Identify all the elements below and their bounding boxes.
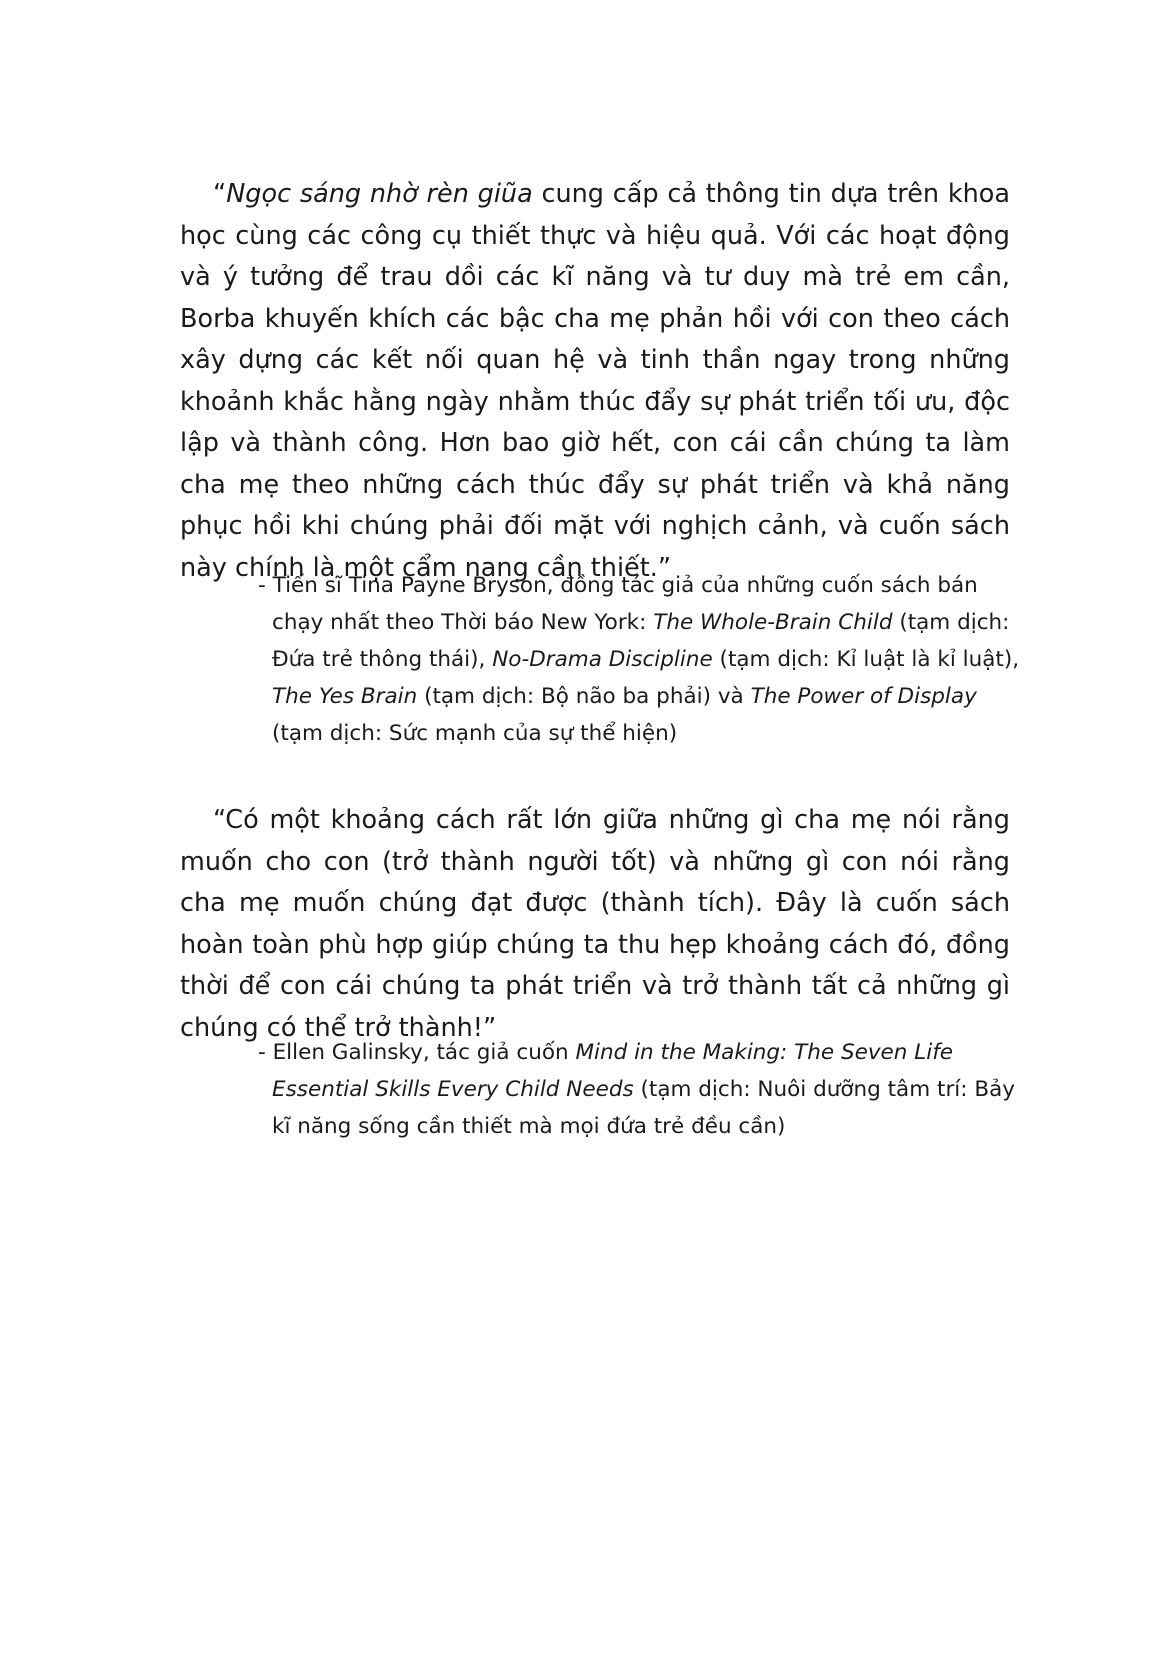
cited-translation: (tạm dịch: Nuôi dưỡng tâm trí: Bảy kĩ năng sống cần thiết mà mọi đứa trẻ đều cần) (272, 1077, 1015, 1139)
attribution-2 (258, 1034, 1024, 1145)
book-title: Ngọc sáng nhờ rèn giũa (226, 179, 533, 209)
cited-title: No-Drama Discipline (492, 647, 713, 672)
quote-body: cung cấp cả thông tin dựa trên khoa học cùng các công cụ thiết thực và hiệu quả. Với các hoạt động và ý tưởng để trau dồi các kĩ năng và tư duy mà trẻ em cần, Borba khuyến khích các bậc cha mẹ phản hồi với con theo cách xây dựng các kết nối quan hệ và tinh thần ngay trong những khoảnh khắc hằng ngày nhằm thúc đẩy sự phát triển tối ưu, độc lập và thành công. Hơn bao giờ hết, con cái cần chúng ta làm cha mẹ theo những cách thúc đẩy sự phát triển và khả năng phục hồi khi chúng phải đối mặt với nghịch cảnh, và cuốn sách này chính là một cẩm nang cần thiết.” (180, 179, 1010, 583)
cited-title: The Power of Display (750, 684, 977, 709)
attribution-lead: - Ellen Galinsky, tác giả cuốn (258, 1040, 576, 1065)
cited-title: Mind in the Making: The Seven Life Essential Skills Every Child Needs (272, 1040, 953, 1102)
cited-translation: (tạm dịch: Bộ não ba phải) và (417, 684, 751, 709)
quote-open-mark: “ (213, 179, 227, 209)
endorsement-quote-1 (180, 174, 1010, 589)
cited-title: The Whole-Brain Child (653, 610, 893, 635)
attribution-1 (258, 567, 1024, 752)
cited-title: The Yes Brain (272, 684, 418, 709)
endorsement-quote-2 (180, 800, 1010, 1049)
cited-translation: (tạm dịch: Kỉ luật là kỉ luật), (712, 647, 1020, 672)
cited-translation: (tạm dịch: Sức mạnh của sự thể hiện) (272, 721, 678, 746)
attribution-lead: - Tiến sĩ Tina Payne Bryson, đồng tác giả của những cuốn sách bán chạy nhất theo Thời báo New York: (258, 573, 978, 635)
cited-translation: (tạm dịch: Đứa trẻ thông thái), (272, 610, 1010, 672)
quote-body: “Có một khoảng cách rất lớn giữa những gì cha mẹ nói rằng muốn cho con (trở thành người tốt) và những gì con nói rằng cha mẹ muốn chúng đạt được (thành tích). Đây là cuốn sách hoàn toàn phù hợp giúp chúng ta thu hẹp khoảng cách đó, đồng thời để con cái chúng ta phát triển và trở thành tất cả những gì chúng có thể trở thành!” (180, 805, 1010, 1043)
